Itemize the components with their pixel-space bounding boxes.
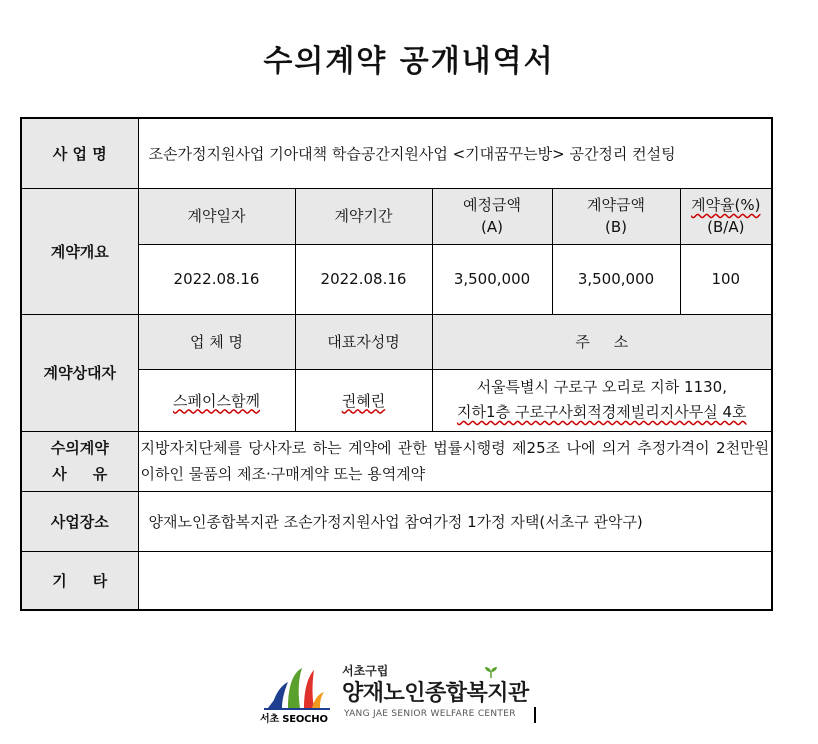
header-contract-amount <box>552 188 680 244</box>
value-estimated-amount: 3,500,000 <box>432 244 552 314</box>
representative-text: 권혜린 <box>341 391 386 410</box>
logo-english-name: YANG JAE SENIOR WELFARE CENTER <box>344 709 516 719</box>
value-contract-period: 2022.08.16 <box>295 244 432 314</box>
header-contract-date: 계약일자 <box>138 188 295 244</box>
header-amount-sub: (B) <box>605 218 627 236</box>
contract-overview-label: 계약개요 <box>21 188 138 314</box>
text-cursor <box>534 707 536 723</box>
header-address: 주 소 <box>432 314 772 369</box>
counterparty-label: 계약상대자 <box>21 314 138 431</box>
header-estimated-label: 예정금액 <box>463 196 521 214</box>
value-contract-ratio: 100 <box>680 244 772 314</box>
location-label: 사업장소 <box>21 491 138 551</box>
project-name <box>138 118 772 188</box>
logo-district-text: 서초 SEOCHO <box>260 714 328 725</box>
value-representative <box>295 369 432 431</box>
header-contract-ratio <box>680 188 772 244</box>
header-estimated-sub: (A) <box>481 218 503 236</box>
reason-label <box>21 431 138 491</box>
reason-label-line-2: 사 유 <box>52 465 108 483</box>
header-contract-period: 계약기간 <box>295 188 432 244</box>
value-contract-amount: 3,500,000 <box>552 244 680 314</box>
header-ratio-sub: (B/A) <box>707 218 745 236</box>
reason-label-line-1: 수의계약 <box>50 439 109 457</box>
logo-top-text: 서초구립 <box>342 664 389 678</box>
location-value: 양재노인종합복지관 조손가정지원사업 참여가정 1가정 자택(서초구 관악구) <box>138 491 772 551</box>
project-name-text: 조손가정지원사업 기아대책 학습공간지원사업 <기대꿈꾸는방> 공간정리 컨설팅 <box>148 144 676 163</box>
value-company-name <box>138 369 295 431</box>
value-contract-date: 2022.08.16 <box>138 244 295 314</box>
contract-disclosure-table <box>20 117 773 611</box>
header-amount-label: 계약금액 <box>587 196 645 214</box>
company-name-text: 스페이스함께 <box>173 391 260 410</box>
header-ratio-label: 계약율(%) <box>691 196 761 214</box>
logo-center-name: 양재노인종합복지관 <box>342 681 529 706</box>
header-estimated-amount <box>432 188 552 244</box>
value-address <box>432 369 772 431</box>
welfare-center-logo <box>258 656 548 728</box>
document-title: 수의계약 공개내역서 <box>263 44 555 79</box>
reason-text: 지방자치단체를 당사자로 하는 계약에 관한 법률시행령 제25조 나에 의거 추정가격이 2천만원 이하인 물품의 제조·구매계약 또는 용역계약 <box>138 431 772 491</box>
etc-label: 기 타 <box>21 551 138 610</box>
etc-value <box>138 551 772 610</box>
header-company-name: 업 체 명 <box>138 314 295 369</box>
header-representative: 대표자성명 <box>295 314 432 369</box>
project-label: 사 업 명 <box>21 118 138 188</box>
address-line-2: 지하1층 구로구사회적경제빌리지사무실 4호 <box>457 403 747 421</box>
address-line-1: 서울특별시 구로구 오리로 지하 1130, <box>476 378 727 396</box>
